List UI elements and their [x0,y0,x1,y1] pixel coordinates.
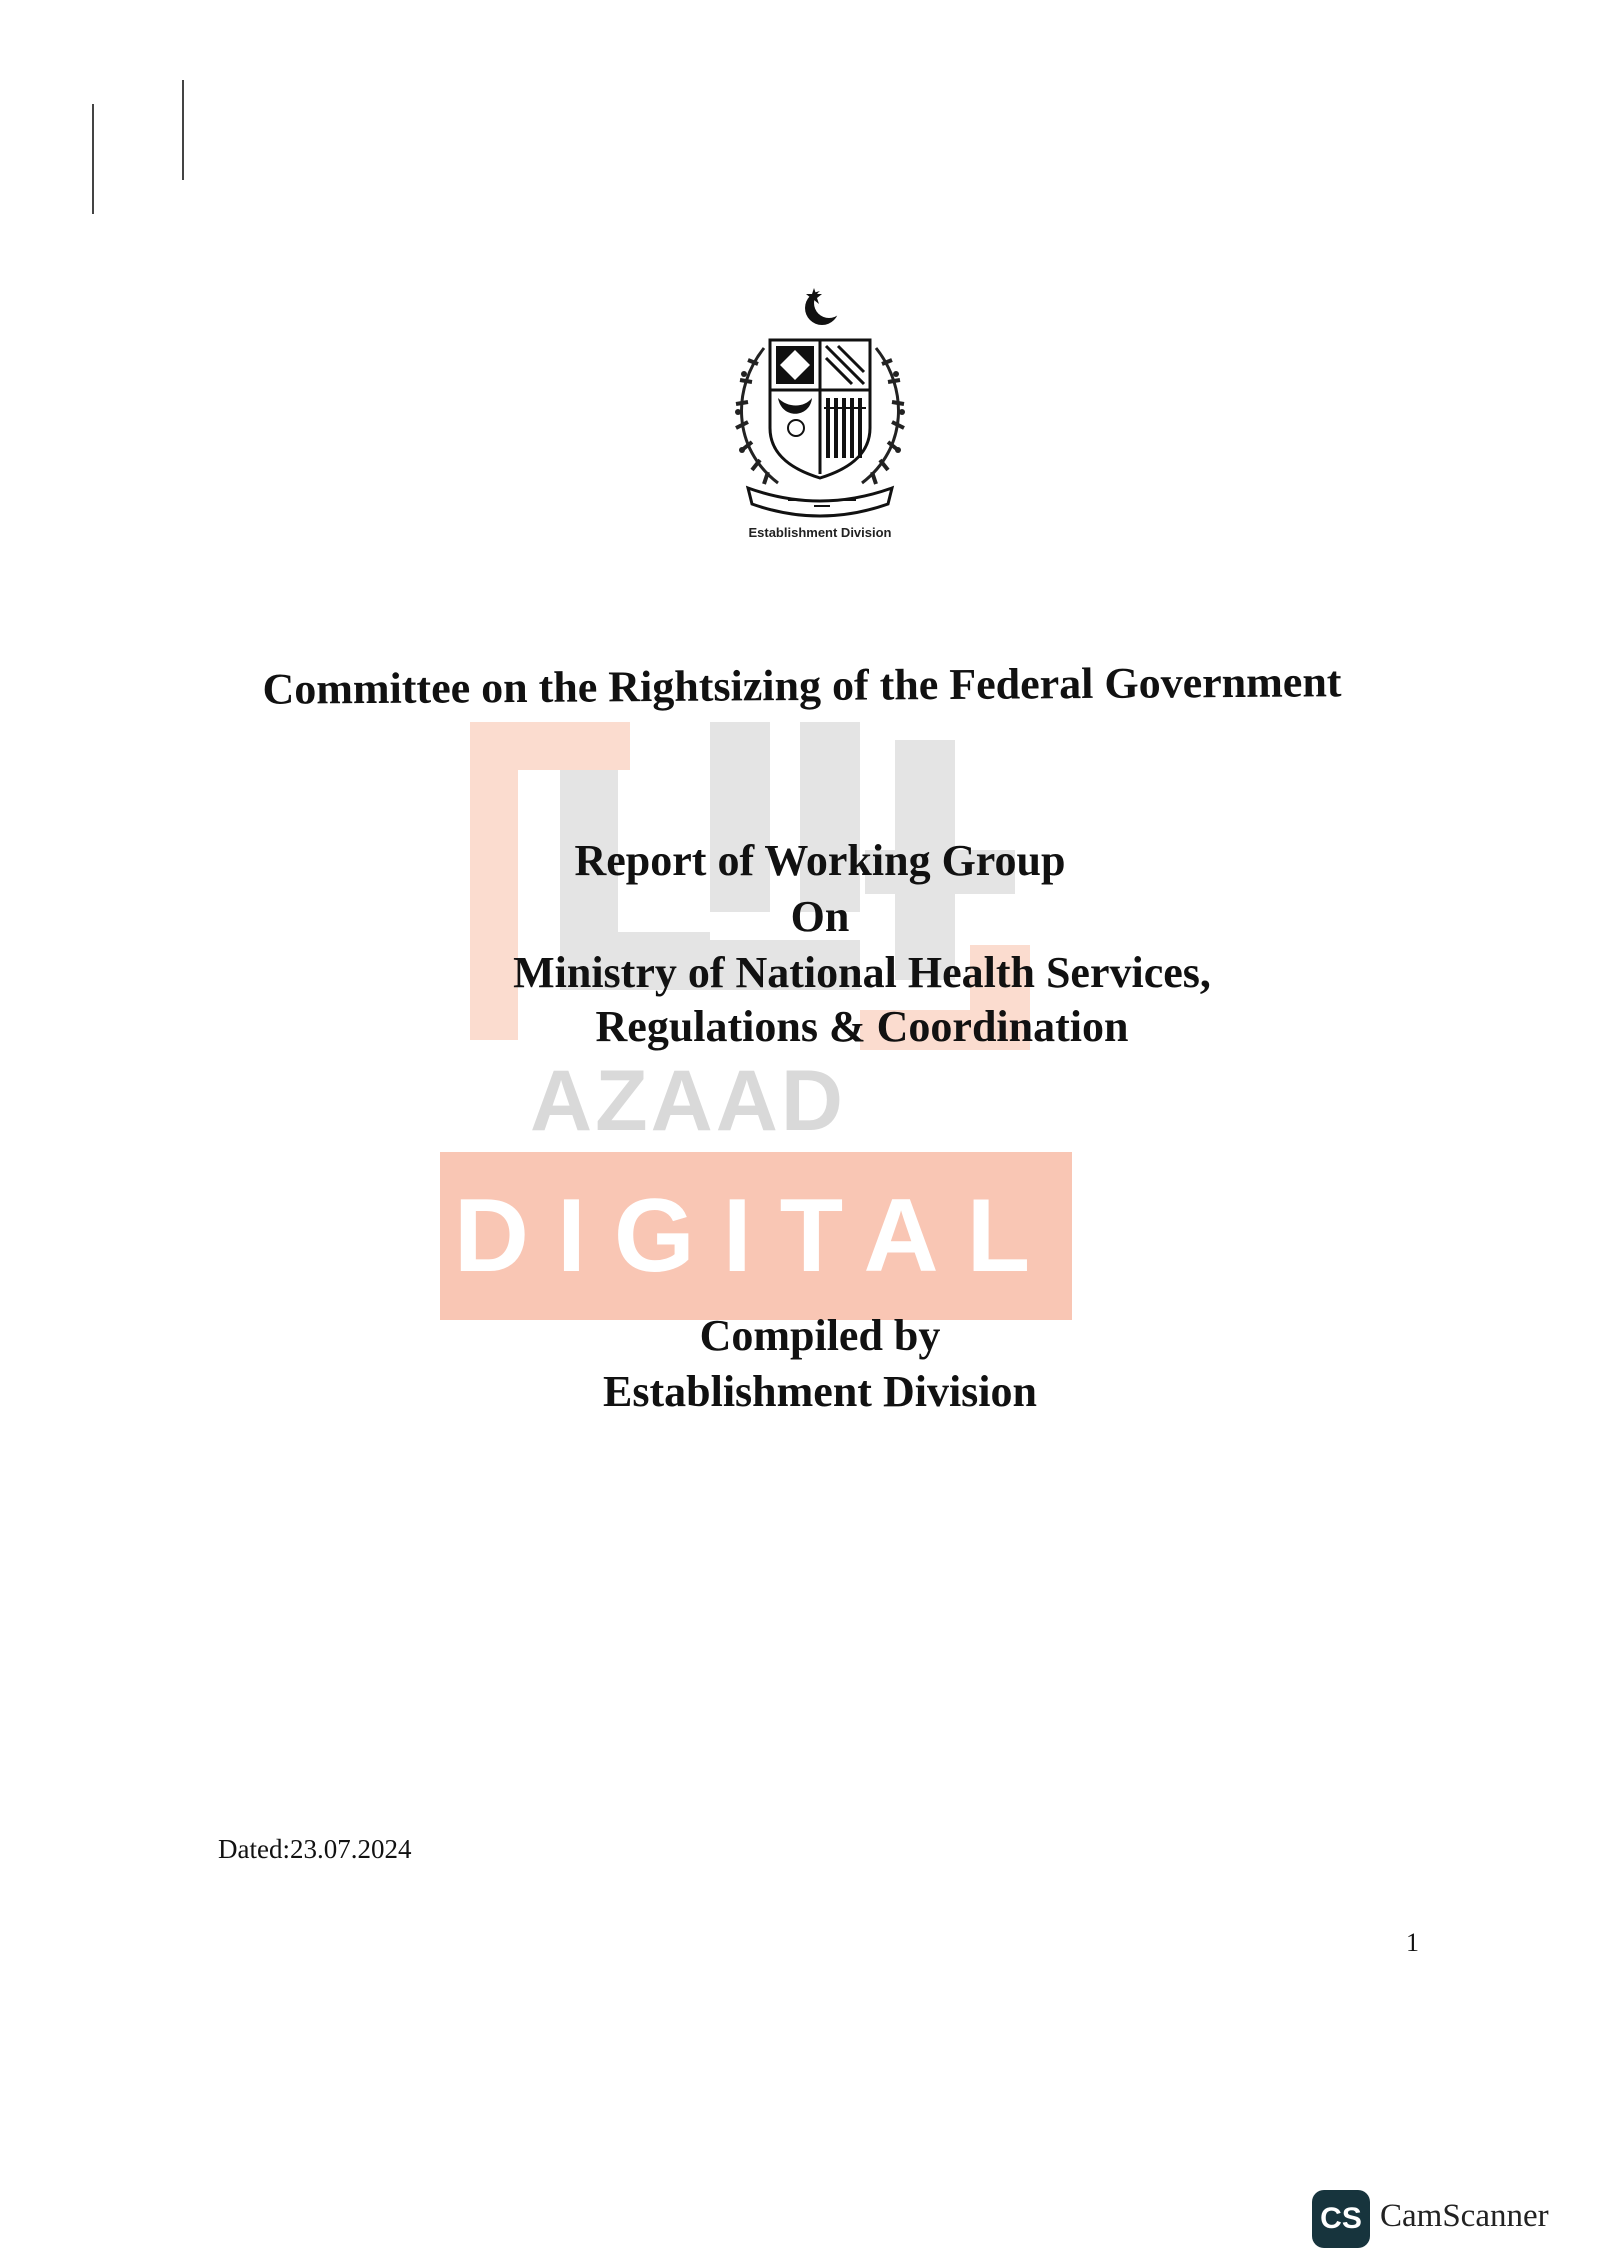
compiled-line-1: Compiled by [699,1311,941,1360]
report-line-4: Regulations & Coordination [595,1002,1129,1051]
watermark-digital-text: DIGITAL [453,1178,1059,1294]
state-emblem-icon [718,278,922,518]
report-line-2: On [790,892,850,941]
report-line-1: Report of Working Group [574,836,1066,885]
document-title: Committee on the Rightsizing of the Federal Government [262,657,1342,714]
state-emblem [718,278,922,540]
staple-mark-left [92,104,94,214]
report-line-3: Ministry of National Health Services, [513,948,1211,997]
compiled-line-2: Establishment Division [603,1367,1037,1416]
staple-mark-right [182,80,184,180]
camscanner-label: CamScanner [1380,2198,1549,2234]
page-number: 1 [1406,1928,1419,1957]
dated-label: Dated:23.07.2024 [218,1834,412,1864]
watermark-azaad-text: AZAAD [530,1053,846,1149]
emblem-caption: Establishment Division [748,525,892,540]
camscanner-logo-icon: CS [1312,2190,1370,2248]
